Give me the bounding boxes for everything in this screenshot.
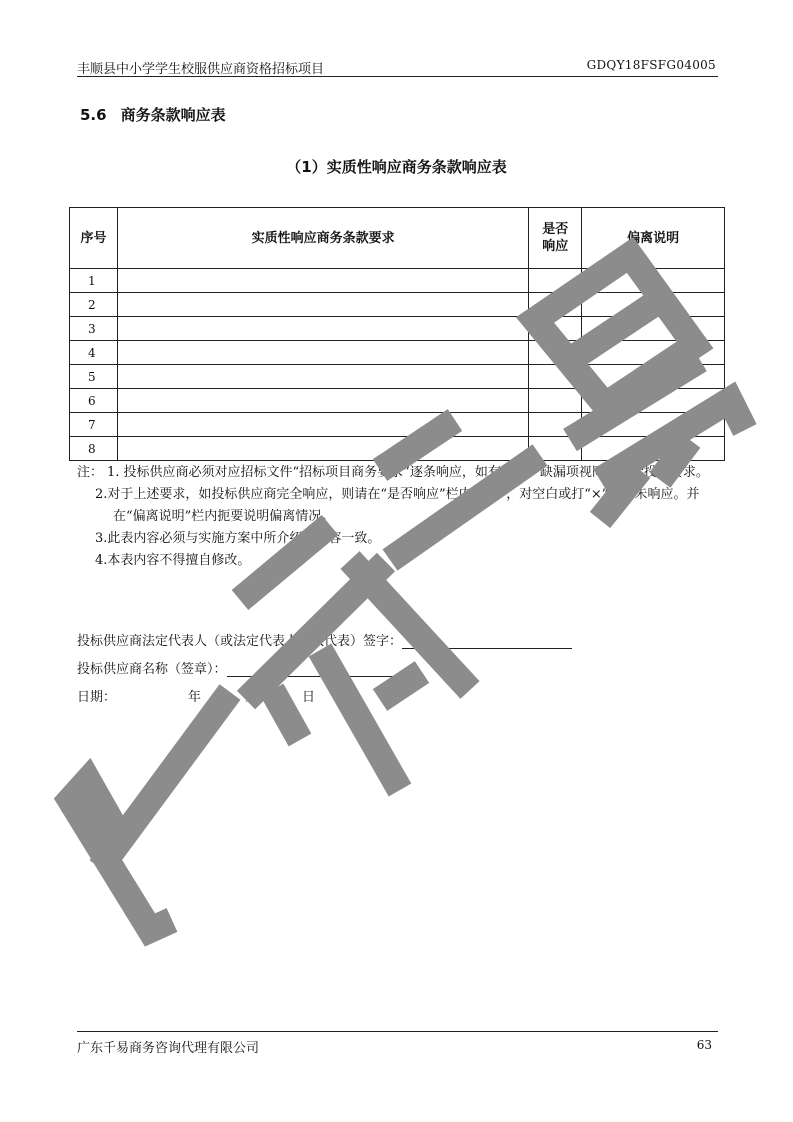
cell-requirement[interactable] (117, 389, 528, 413)
header-project-name: 丰顺县中小学学生校服供应商资格招标项目 (77, 62, 325, 77)
note-item-1: 1. 投标供应商必须对应招标文件“招标项目商务要求”逐条响应，如有缺漏，缺漏项视同不符合投标要求。 (107, 465, 709, 480)
cell-deviation[interactable] (582, 293, 725, 317)
response-table (69, 207, 725, 461)
sign-company-label: 投标供应商名称（签章）： (77, 662, 227, 677)
cell-deviation[interactable] (582, 365, 725, 389)
cell-respond[interactable] (529, 317, 582, 341)
table-row (70, 293, 725, 317)
footer-page-number: 63 (696, 1038, 712, 1052)
cell-respond[interactable] (529, 293, 582, 317)
header-respond (529, 208, 582, 269)
table-row (70, 437, 725, 461)
cell-requirement[interactable] (117, 365, 528, 389)
note-item-3: 3.此表内容必须与实施方案中所介绍的内容一致。 (95, 531, 381, 546)
cell-seq: 3 (70, 317, 118, 341)
footer-company: 广东千易商务咨询代理有限公司 (77, 1041, 260, 1056)
page-footer (77, 1031, 718, 1056)
sign-representative-line[interactable] (402, 633, 572, 649)
sign-day: 日 (302, 690, 316, 705)
header-deviation: 偏离说明 (582, 208, 725, 269)
table-row (70, 413, 725, 437)
sign-representative-label: 投标供应商法定代表人（或法定代表人授权代表）签字： (77, 634, 403, 649)
cell-seq: 7 (70, 413, 118, 437)
cell-respond[interactable] (529, 341, 582, 365)
cell-deviation[interactable] (582, 341, 725, 365)
watermark-stroke (70, 780, 172, 930)
cell-respond[interactable] (529, 413, 582, 437)
section-title-text: 商务条款响应表 (120, 106, 226, 124)
sign-month: 月 (245, 690, 259, 705)
cell-deviation[interactable] (582, 437, 725, 461)
cell-respond[interactable] (529, 437, 582, 461)
cell-requirement[interactable] (117, 413, 528, 437)
cell-respond[interactable] (529, 389, 582, 413)
table-header-row (70, 208, 725, 269)
cell-requirement[interactable] (117, 317, 528, 341)
table-title: （1）实质性响应商务条款响应表 (286, 158, 507, 176)
cell-seq: 8 (70, 437, 118, 461)
note-item-4: 4.本表内容不得擅自修改。 (95, 553, 251, 568)
page-header (77, 56, 718, 77)
sign-year: 年 (188, 690, 202, 705)
section-number: 5.6 (80, 106, 107, 124)
sign-representative-row (77, 630, 572, 649)
sign-company-row (77, 658, 407, 677)
cell-seq: 1 (70, 269, 118, 293)
header-respond-line2: 响应 (542, 239, 569, 254)
cell-requirement[interactable] (117, 269, 528, 293)
cell-seq: 2 (70, 293, 118, 317)
sign-date-row (77, 686, 315, 705)
sign-company-line[interactable] (227, 661, 407, 677)
cell-requirement[interactable] (117, 293, 528, 317)
cell-requirement[interactable] (117, 341, 528, 365)
watermark-stroke (92, 800, 108, 838)
watermark-stroke (100, 692, 230, 868)
notes-label: 注： (77, 465, 104, 480)
note-item-2: 2.对于上述要求，如投标供应商完全响应，则请在“是否响应”栏内打“√”，对空白或打“×”视为未响应。并在“偏离说明”栏内扼要说明偏离情况。 (95, 487, 700, 524)
cell-deviation[interactable] (582, 269, 725, 293)
cell-deviation[interactable] (582, 389, 725, 413)
section-title (80, 104, 226, 125)
cell-requirement[interactable] (117, 437, 528, 461)
sign-date-label: 日期： (77, 690, 117, 705)
table-body (70, 269, 725, 461)
cell-seq: 6 (70, 389, 118, 413)
notes (77, 462, 722, 572)
table-row (70, 365, 725, 389)
table-row (70, 317, 725, 341)
cell-respond[interactable] (529, 365, 582, 389)
cell-seq: 5 (70, 365, 118, 389)
table-row (70, 269, 725, 293)
header-project-code: GDQY18FSFG04005 (586, 58, 716, 72)
header-respond-line1: 是否 (542, 222, 569, 237)
header-seq: 序号 (70, 208, 118, 269)
table-row (70, 341, 725, 365)
cell-seq: 4 (70, 341, 118, 365)
cell-deviation[interactable] (582, 317, 725, 341)
cell-respond[interactable] (529, 269, 582, 293)
header-requirement: 实质性响应商务条款要求 (117, 208, 528, 269)
table-row (70, 389, 725, 413)
cell-deviation[interactable] (582, 413, 725, 437)
